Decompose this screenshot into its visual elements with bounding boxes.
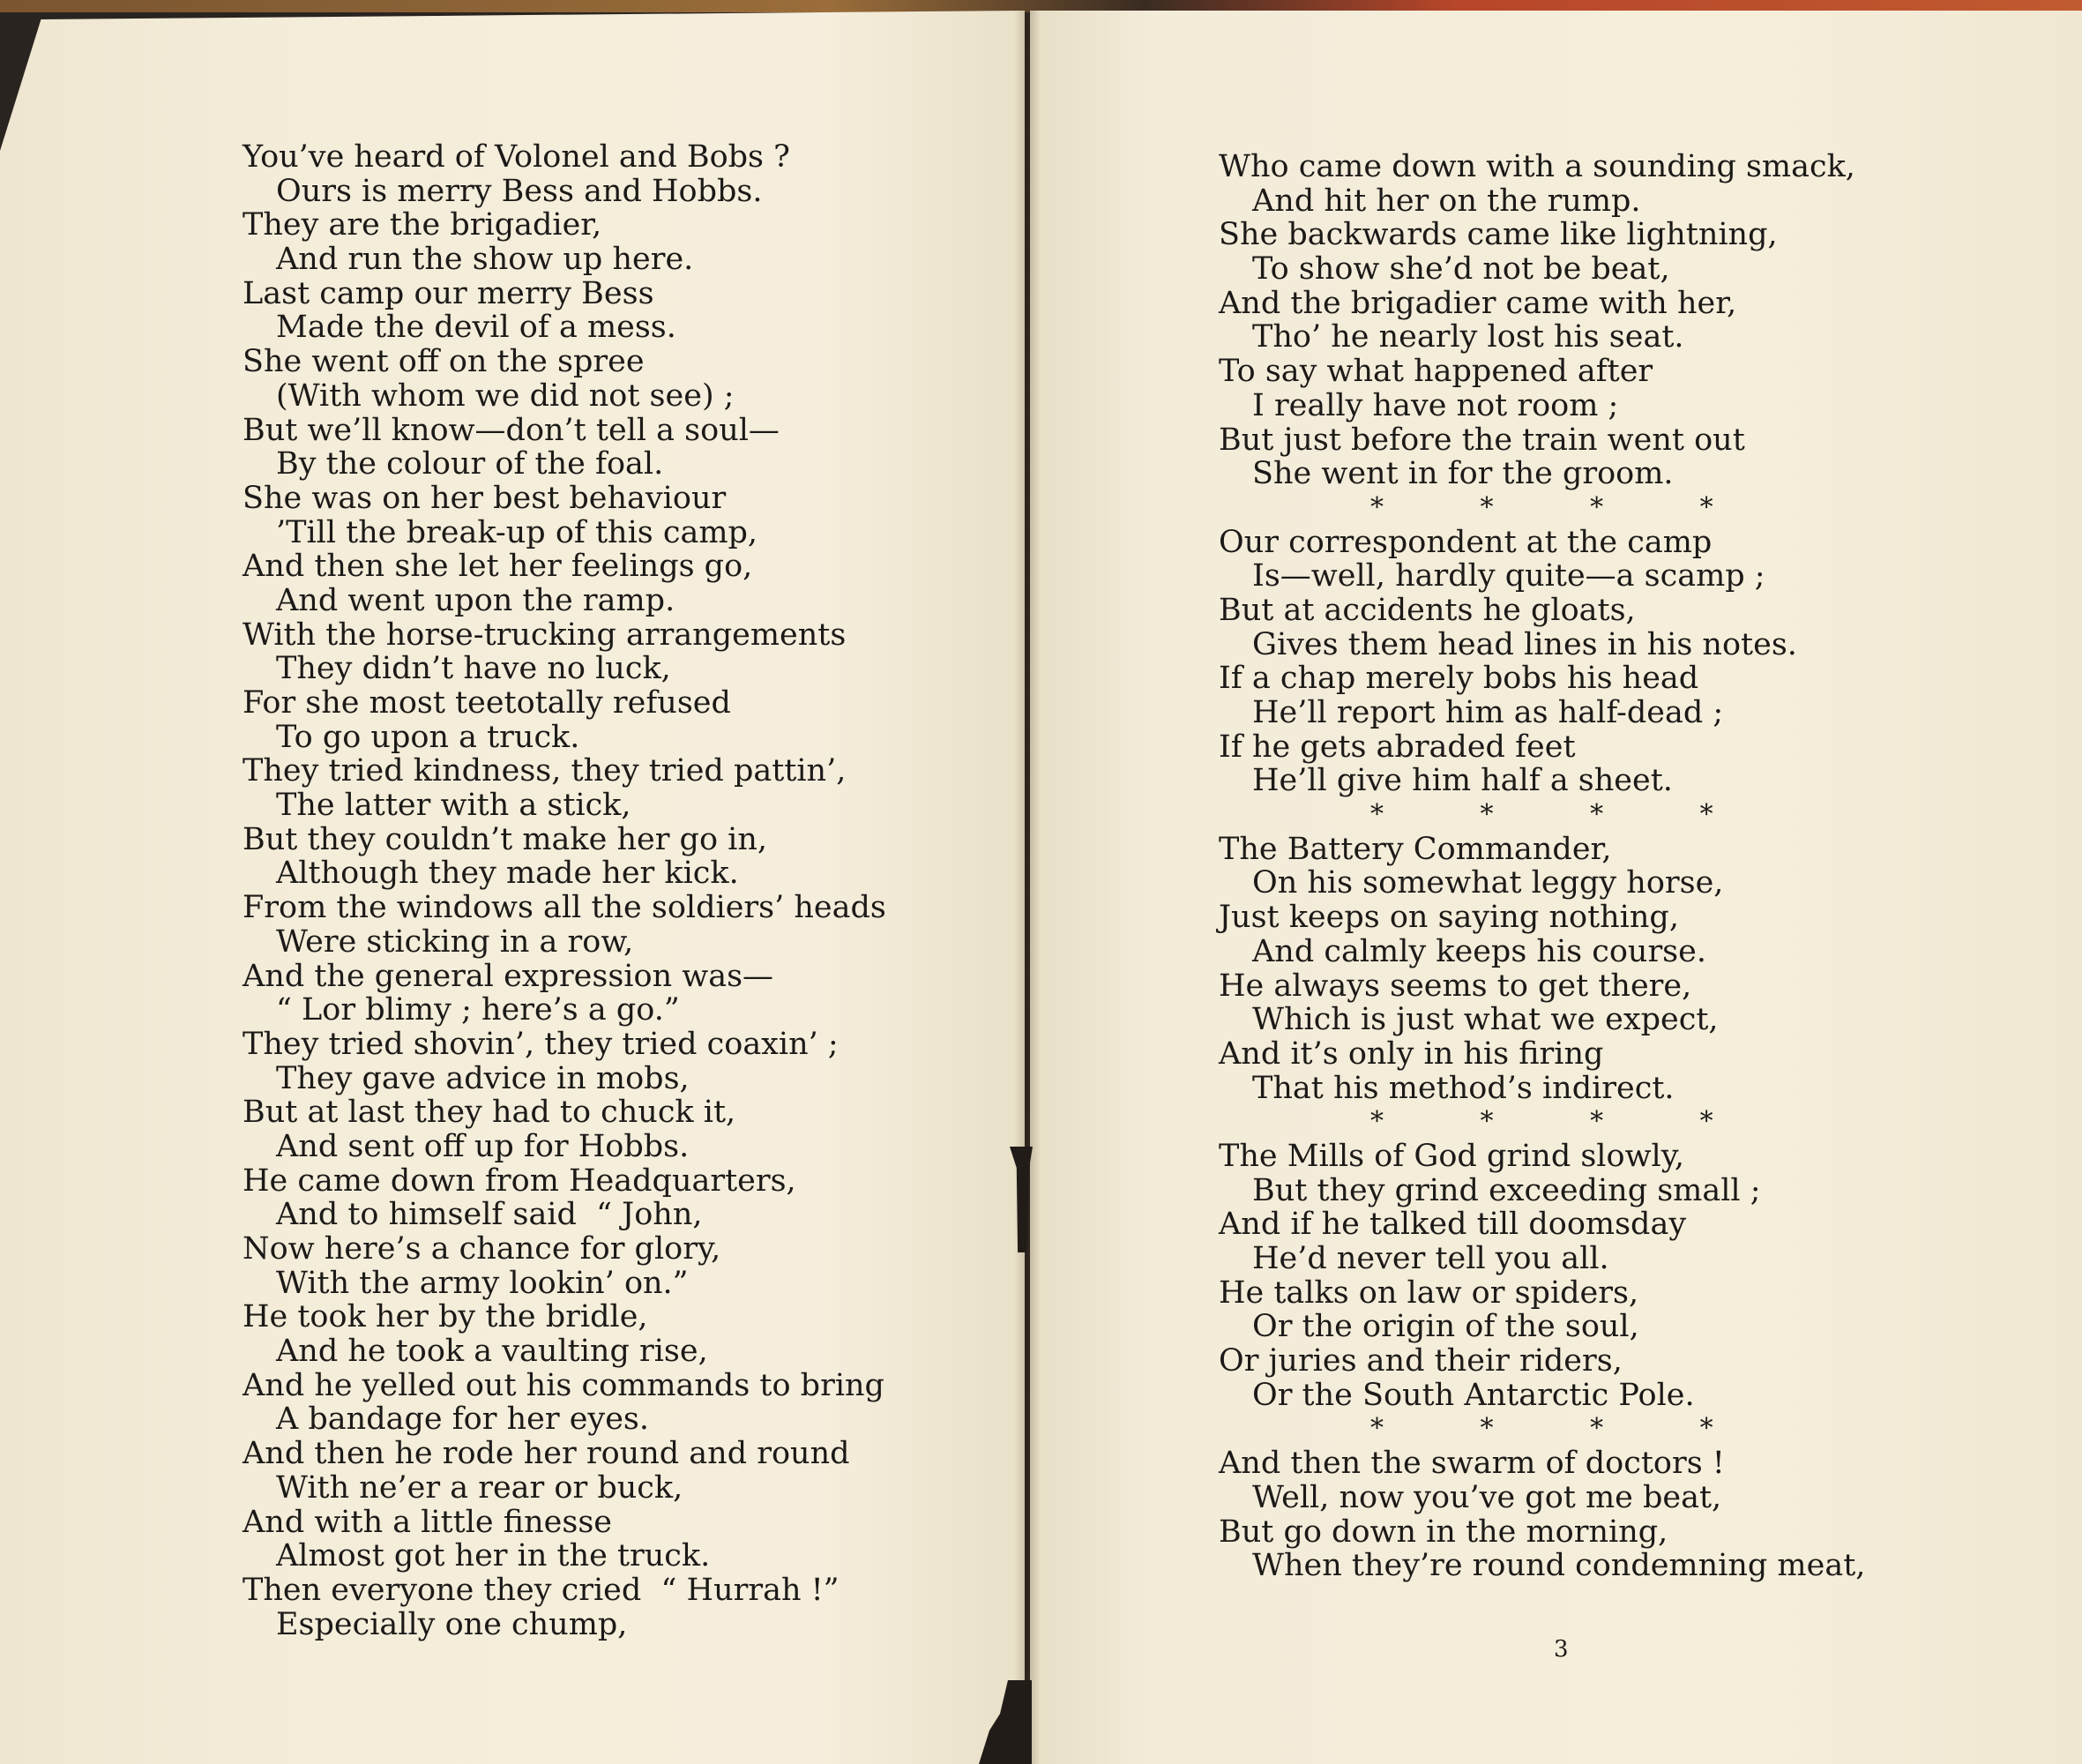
- poem-line: He’ll give him half a sheet.: [1252, 763, 1673, 799]
- poem-line: And with a little finesse: [243, 1504, 613, 1540]
- poem-line: That his method’s indirect.: [1252, 1070, 1675, 1106]
- poem-line: But they grind exceeding small ;: [1252, 1172, 1761, 1208]
- poem-line: With the horse-trucking arrangements: [243, 617, 847, 653]
- section-divider: * * * *: [1370, 1106, 1713, 1138]
- poem-line: He’d never tell you all.: [1252, 1241, 1609, 1276]
- right-poem-column: [1219, 150, 1865, 1583]
- poem-line: But just before the train went out: [1219, 422, 1745, 458]
- poem-line: And went upon the ramp.: [276, 582, 675, 618]
- poem-line: And the brigadier came with her,: [1219, 285, 1737, 321]
- poem-line: And calmly keeps his course.: [1252, 933, 1706, 969]
- section-divider: * * * *: [1370, 1413, 1713, 1445]
- poem-line: And he took a vaulting rise,: [276, 1334, 708, 1370]
- poem-line: And the general expression was—: [243, 958, 774, 994]
- poem-line: She backwards came like lightning,: [1219, 217, 1778, 253]
- poem-line: She went off on the spree: [243, 344, 645, 380]
- poem-line: “ Lor blimy ; here’s a go.”: [276, 992, 680, 1028]
- poem-line: Made the devil of a mess.: [276, 310, 676, 346]
- poem-line: But at accidents he gloats,: [1219, 592, 1636, 628]
- poem-line: And run the show up here.: [276, 242, 694, 278]
- poem-line: When they’re round condemning meat,: [1252, 1548, 1866, 1584]
- poem-line: And then he rode her round and round: [243, 1436, 850, 1472]
- poem-line: Just keeps on saying nothing,: [1219, 900, 1679, 936]
- poem-line: On his somewhat leggy horse,: [1252, 865, 1724, 901]
- poem-line: If he gets abraded feet: [1219, 729, 1576, 765]
- spine-fold: [1014, 11, 1041, 1764]
- poem-line: Although they made her kick.: [276, 856, 739, 892]
- poem-line: Ours is merry Bess and Hobbs.: [276, 173, 763, 209]
- poem-line: For she most teetotally refused: [243, 685, 731, 721]
- poem-line: A bandage for her eyes.: [276, 1401, 650, 1438]
- poem-line: (With whom we did not see) ;: [276, 377, 735, 414]
- page-number: 3: [1554, 1636, 1569, 1663]
- poem-line: Last camp our merry Bess: [243, 275, 654, 311]
- poem-line: They didn’t have no luck,: [276, 651, 671, 687]
- poem-line: He took her by the bridle,: [243, 1299, 648, 1335]
- poem-line: Then everyone they cried “ Hurrah !”: [243, 1572, 840, 1608]
- poem-line: They tried kindness, they tried pattin’,: [243, 753, 847, 789]
- poem-line: And it’s only in his firing: [1219, 1035, 1604, 1072]
- poem-line: Or the origin of the soul,: [1252, 1309, 1639, 1345]
- poem-line: The latter with a stick,: [276, 788, 631, 824]
- poem-line: From the windows all the soldiers’ heads: [243, 890, 886, 926]
- poem-line: He always seems to get there,: [1219, 968, 1692, 1004]
- poem-line: Which is just what we expect,: [1252, 1002, 1719, 1038]
- poem-line: He’ll report him as half-dead ;: [1252, 695, 1724, 730]
- poem-line: The Mills of God grind slowly,: [1219, 1138, 1684, 1174]
- poem-line: Especially one chump,: [276, 1606, 628, 1642]
- poem-line: But at last they had to chuck it,: [243, 1095, 736, 1131]
- poem-line: But we’ll know—don’t tell a soul—: [243, 412, 780, 448]
- poem-line: ’Till the break-up of this camp,: [276, 514, 758, 550]
- poem-line: And if he talked till doomsday: [1219, 1207, 1687, 1243]
- poem-line: To show she’d not be beat,: [1252, 251, 1670, 288]
- poem-line: Or the South Antarctic Pole.: [1252, 1377, 1695, 1413]
- poem-line: Our correspondent at the camp: [1219, 524, 1713, 560]
- poem-line: If a chap merely bobs his head: [1219, 661, 1699, 697]
- poem-line: She went in for the groom.: [1252, 456, 1674, 492]
- poem-line: To say what happened after: [1219, 354, 1653, 390]
- poem-line: They tried shovin’, they tried coaxin’ ;: [243, 1026, 839, 1062]
- poem-line: Is—well, hardly quite—a scamp ;: [1252, 558, 1765, 594]
- section-divider: * * * *: [1370, 491, 1713, 523]
- poem-line: But they couldn’t make her go in,: [243, 821, 768, 857]
- poem-line: And sent off up for Hobbs.: [276, 1128, 690, 1164]
- poem-line: Gives them head lines in his notes.: [1252, 626, 1797, 662]
- poem-line: They are the brigadier,: [243, 207, 602, 243]
- left-poem-column: [243, 140, 886, 1641]
- poem-line: Who came down with a sounding smack,: [1219, 149, 1855, 184]
- poem-line: You’ve heard of Volonel and Bobs ?: [243, 139, 790, 175]
- poem-line: Or juries and their riders,: [1219, 1343, 1623, 1379]
- poem-line: Tho’ he nearly lost his seat.: [1252, 319, 1684, 355]
- poem-line: And he yelled out his commands to bring: [243, 1367, 884, 1403]
- poem-line: Now here’s a chance for glory,: [243, 1231, 721, 1267]
- poem-line: But go down in the morning,: [1219, 1514, 1668, 1550]
- poem-line: She was on her best behaviour: [243, 480, 727, 516]
- section-divider: * * * *: [1370, 799, 1713, 831]
- poem-line: By the colour of the foal.: [276, 446, 664, 482]
- poem-line: With the army lookin’ on.”: [276, 1265, 689, 1301]
- poem-line: Well, now you’ve got me beat,: [1252, 1479, 1722, 1515]
- poem-line: And then the swarm of doctors !: [1219, 1446, 1725, 1482]
- poem-line: With ne’er a rear or buck,: [276, 1469, 683, 1506]
- poem-line: And to himself said “ John,: [276, 1197, 703, 1233]
- poem-line: He talks on law or spiders,: [1219, 1274, 1639, 1311]
- poem-line: The Battery Commander,: [1219, 831, 1612, 867]
- poem-line: Almost got her in the truck.: [276, 1538, 711, 1574]
- poem-line: And then she let her feelings go,: [243, 549, 753, 585]
- poem-line: I really have not room ;: [1252, 387, 1619, 423]
- poem-line: And hit her on the rump.: [1252, 183, 1641, 219]
- poem-line: Were sticking in a row,: [276, 923, 634, 960]
- poem-line: He came down from Headquarters,: [243, 1162, 796, 1199]
- poem-line: To go upon a truck.: [276, 719, 580, 755]
- poem-line: They gave advice in mobs,: [276, 1060, 690, 1096]
